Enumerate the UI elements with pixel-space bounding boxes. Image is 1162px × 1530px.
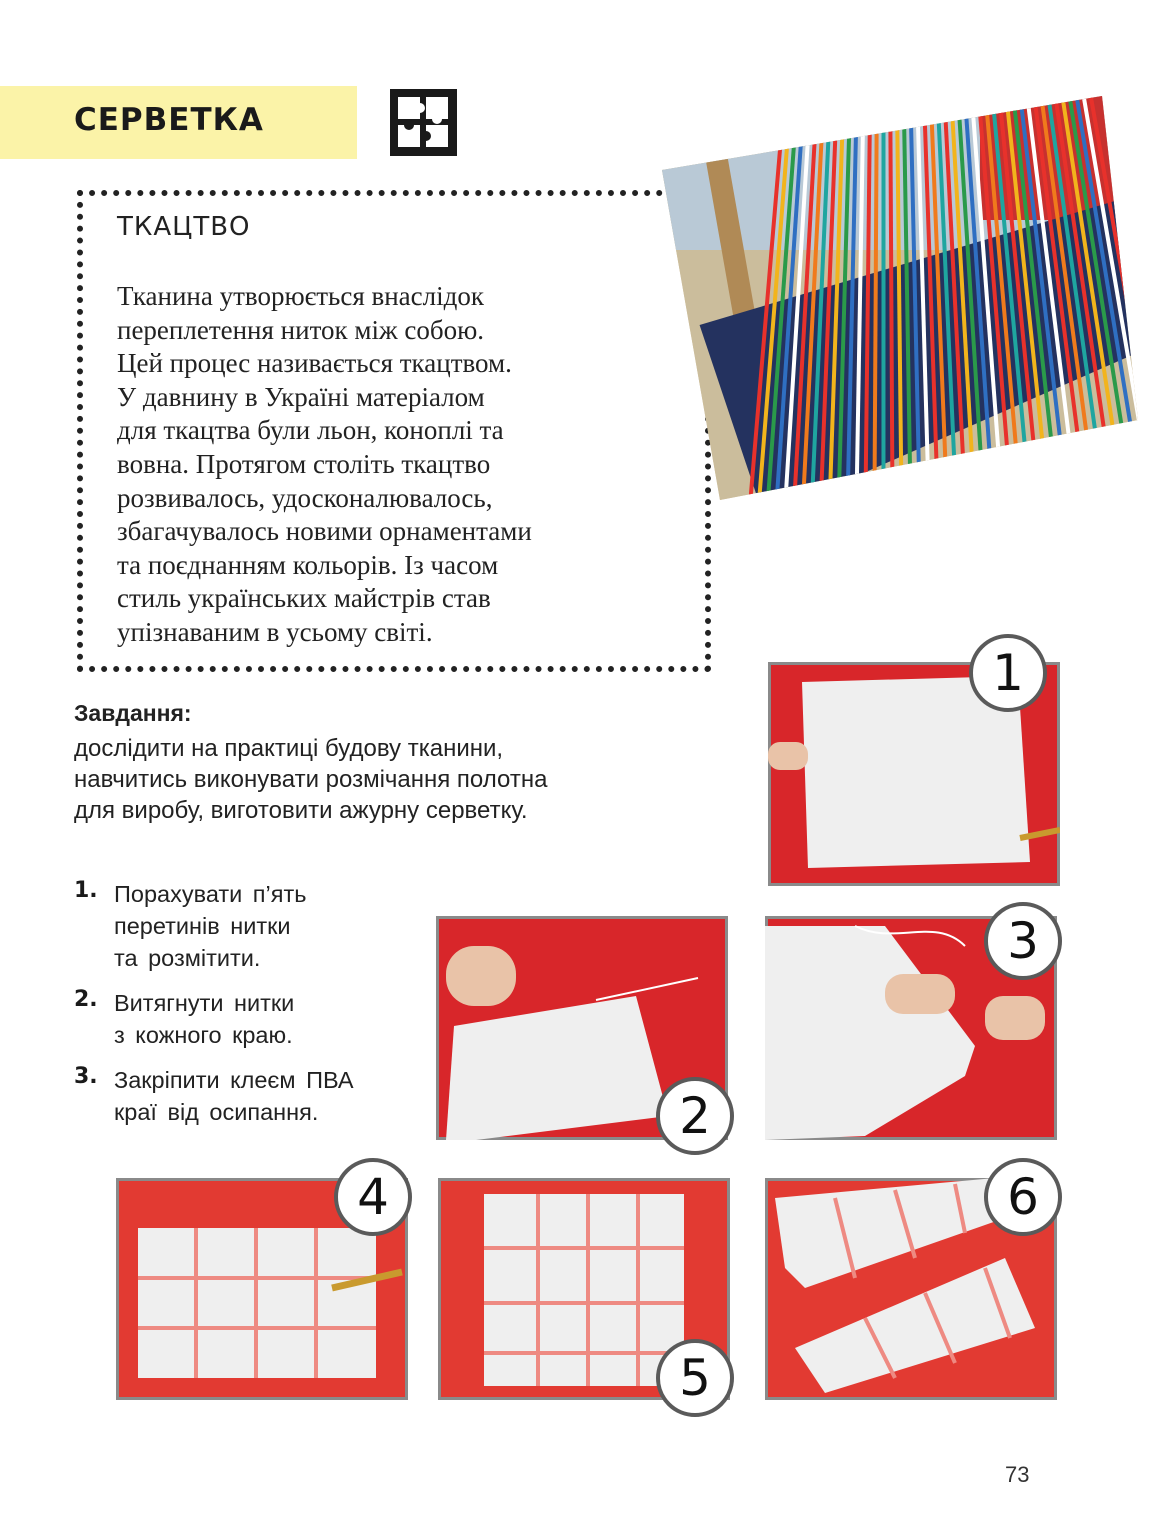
step-number-badge: 5 [656, 1339, 734, 1417]
step-number-badge: 2 [656, 1077, 734, 1155]
puzzle-icon [390, 89, 457, 156]
step-number-badge: 4 [334, 1158, 412, 1236]
step-text: Порахувати п’ять перетинів нитки та розмітити. [114, 881, 307, 971]
step-number-badge: 3 [984, 902, 1062, 980]
step-number: 3. [74, 1064, 98, 1089]
step-number-badge: 1 [969, 634, 1047, 712]
step-number-badge: 6 [984, 1158, 1062, 1236]
step-number: 1. [74, 878, 98, 903]
step-2 [74, 987, 424, 1051]
loom-photo [660, 90, 1140, 510]
info-heading: ТКАЦТВО [117, 212, 251, 242]
step-3 [74, 1064, 424, 1128]
task-label: Завдання: [74, 700, 192, 726]
page-number: 73 [1005, 1462, 1030, 1487]
step-text: Витягнути нитки з кожного краю. [114, 990, 295, 1048]
step-1 [74, 878, 424, 974]
step-text: Закріпити клеєм ПВА краї від осипання. [114, 1067, 354, 1125]
page-title: СЕРВЕТКА [74, 102, 264, 138]
info-text: Тканина утворюється внаслідок переплетення ниток між собою. Цей процес називається ткацтвом. У давнину в Україні матеріалом для ткацтва були льон, коноплі та вовна. Протягом століть ткацтво розвивалось, удосконалювалось, збагачувалось новими орнаментами та поєднанням кольорів. Із часом стиль українських майстрів став упізнаваним в усьому світі. [117, 281, 532, 647]
step-number: 2. [74, 987, 98, 1012]
task-text: дослідити на практиці будову тканини, навчитись виконувати розмічання полотна для виробу, виготовити ажурну серветку. [74, 735, 548, 824]
steps-list [74, 878, 424, 1141]
